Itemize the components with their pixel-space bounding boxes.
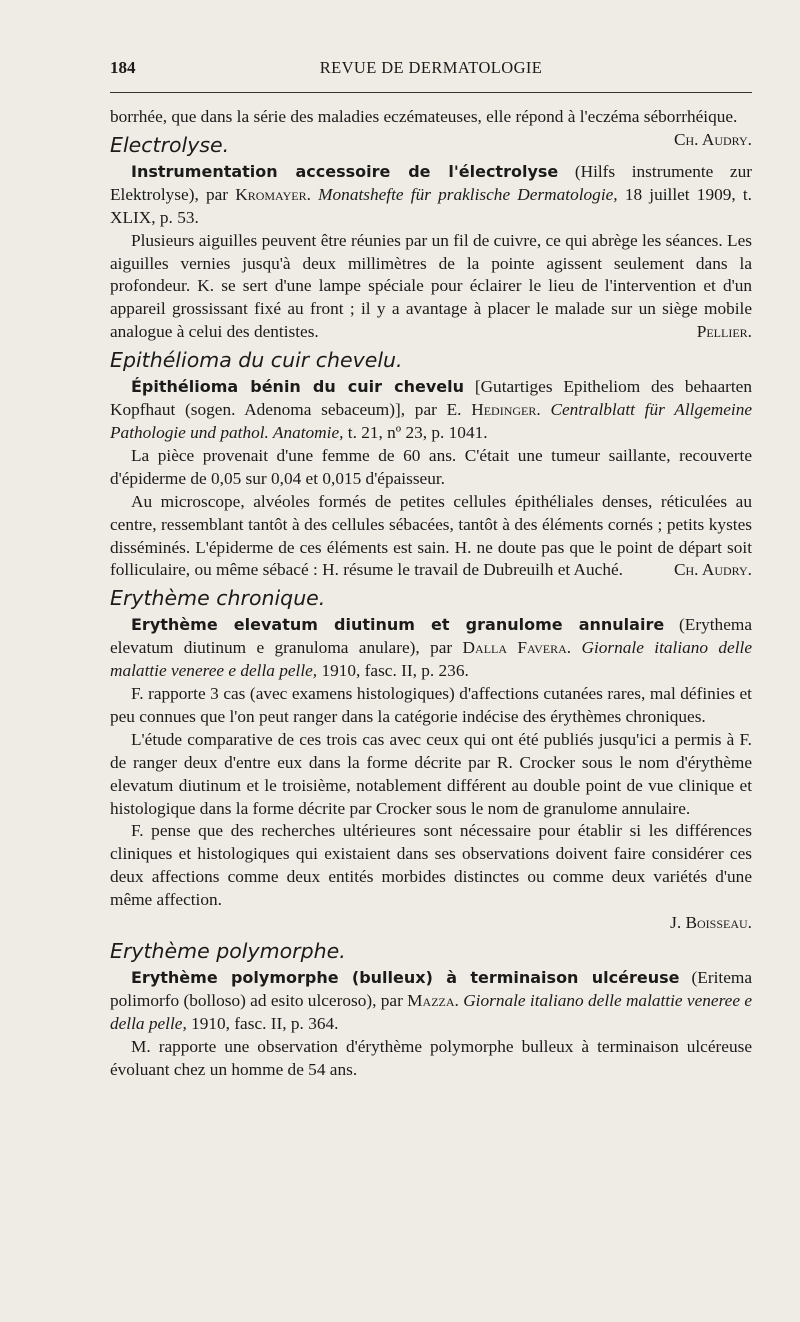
ref-pre: [Gutartiges Epitheliom des behaarten Kopfhaut (sogen. Adenoma sebaceum)], par E. — [110, 377, 752, 420]
ref-mid: . — [536, 400, 551, 420]
section-electrolyse — [110, 131, 752, 344]
ref-pre: (Eritema polimorfo (bolloso) ad esito ulceroso), par — [110, 968, 752, 1010]
ref-mid: . — [306, 184, 319, 204]
entry-paragraph: La pièce provenait d'une femme de 60 ans. C'était une tumeur saillante, recouverte d'épiderme de 0,05 sur 0,04 et 0,015 d'épaisseur. — [110, 445, 752, 488]
section-epithelioma — [110, 346, 752, 582]
entry-paragraph: L'étude comparative de ces trois cas avec ceux qui ont été publiés jusqu'ici a permis à F. de ranger deux d'entre eux dans la forme décrite par R. Crocker sous le nom d'érythème elevatum diutinum et le troisième, notablement différent au double point de vue clinique et histologique dans la forme décrite par Crocker sous le nom de granulome annulaire. — [110, 729, 752, 818]
entry-paragraph — [110, 491, 752, 583]
entry-title: Erythème elevatum diutinum et granulome annulaire — [131, 615, 665, 635]
ref-post: 1910, fasc. II, p. 364. — [186, 1013, 339, 1033]
signature: J. Boisseau. — [670, 913, 752, 933]
author: Mazza — [407, 990, 455, 1010]
article-body — [110, 106, 752, 1082]
entry-title: Épithélioma bénin du cuir chevelu — [131, 377, 464, 397]
entry-paragraph: M. rapporte une observation d'érythème polymorphe bulleux à terminaison ulcéreuse évoluant chez un homme de 54 ans. — [110, 1036, 752, 1079]
section-erytheme-chronique — [110, 584, 752, 935]
entry-title: Erythème polymorphe (bulleux) à terminaison ulcéreuse — [131, 968, 680, 987]
journal: Centralblatt für Allgemeine Pathologie und pathol. Anatomie, — [110, 400, 753, 442]
header-rule — [110, 92, 752, 93]
journal: Giornale italiano delle malattie veneree e della pelle, — [110, 638, 752, 681]
intro-signature: Ch. Audry. — [673, 129, 752, 149]
ref-pre: (Hilfs instrumente zur Elektrolyse), par — [110, 161, 752, 204]
author: Hedinger — [471, 400, 537, 420]
entry-reference — [110, 967, 752, 1036]
author: Kromayer — [235, 184, 307, 204]
journal: Giornale italiano delle malattie veneree e della pelle, — [110, 990, 752, 1033]
entry-paragraph — [110, 230, 752, 345]
section-heading: Erythème chronique. — [110, 586, 326, 611]
entry-title: Instrumentation accessoire de l'électrolyse — [131, 161, 559, 181]
paragraph-text: Plusieurs aiguilles peuvent être réunies par un fil de cuivre, ce qui abrège les séances. Les aiguilles vernies jusqu'à deux millimètres de la pointe agissent seulement dans la profondeur. K. se sert d'une lampe spéciale pour éclairer le lieu de l'intervention et d'un appareil grossissant fixé au front ; il y a avantage à placer le malade sur un siège mobile analogue à celui des dentistes. — [110, 230, 752, 342]
ref-mid: . — [566, 638, 582, 658]
entry-paragraph: F. rapporte 3 cas (avec examens histologiques) d'affections cutanées rares, mal définies et peu connues que l'on peut ranger dans la catégorie indécise des érythèmes chroniques. — [110, 684, 752, 726]
ref-post: t. 21, nº 23, p. 1041. — [343, 422, 488, 442]
signature: Pellier. — [696, 322, 752, 342]
ref-mid: . — [454, 990, 464, 1010]
section-heading: Erythème polymorphe. — [110, 939, 346, 963]
entry-reference — [110, 614, 752, 683]
entry-reference — [110, 376, 752, 445]
signature: Ch. Audry. — [673, 560, 752, 580]
section-erytheme-polymorphe — [110, 937, 752, 1082]
page-header — [110, 58, 752, 82]
page-number: 184 — [110, 58, 136, 77]
entry-reference — [110, 161, 752, 230]
ref-post: 18 juillet 1909, t. XLIX, p. 53. — [110, 184, 753, 227]
running-head: REVUE DE DERMATOLOGIE — [319, 58, 543, 77]
author: Dalla Favera — [462, 638, 567, 658]
ref-post: 1910, fasc. II, p. 236. — [317, 661, 469, 681]
section-heading: Epithélioma du cuir chevelu. — [110, 348, 403, 373]
journal: Monatshefte für praklische Dermatologie, — [318, 184, 618, 204]
section-heading: Electrolyse. — [110, 132, 230, 157]
entry-paragraph: F. pense que des recherches ultérieures sont nécessaire pour établir si les différences cliniques et histologiques qui existaient dans ses observations doivent faire considérer ces deux affections comme deux entités morbides distinctes ou comme deux variétés d'une même affection. — [110, 821, 752, 910]
intro-text: borrhée, que dans la série des maladies eczémateuses, elle répond à l'eczéma séborrhéique. — [110, 107, 738, 126]
ref-pre: (Erythema elevatum diutinum e granuloma anulare), par — [110, 615, 752, 658]
paragraph-text: Au microscope, alvéoles formés de petites cellules épithéliales denses, réticulées au centre, ressemblant tantôt à des cellules sébacées, tantôt à des éléments cornés ; petits kystes disséminés. L'épiderme de ces éléments est sain. H. ne doute pas que le point de départ soit folliculaire, ou même sébacé : H. résume le travail de Dubreuilh et Auché. — [110, 491, 752, 580]
